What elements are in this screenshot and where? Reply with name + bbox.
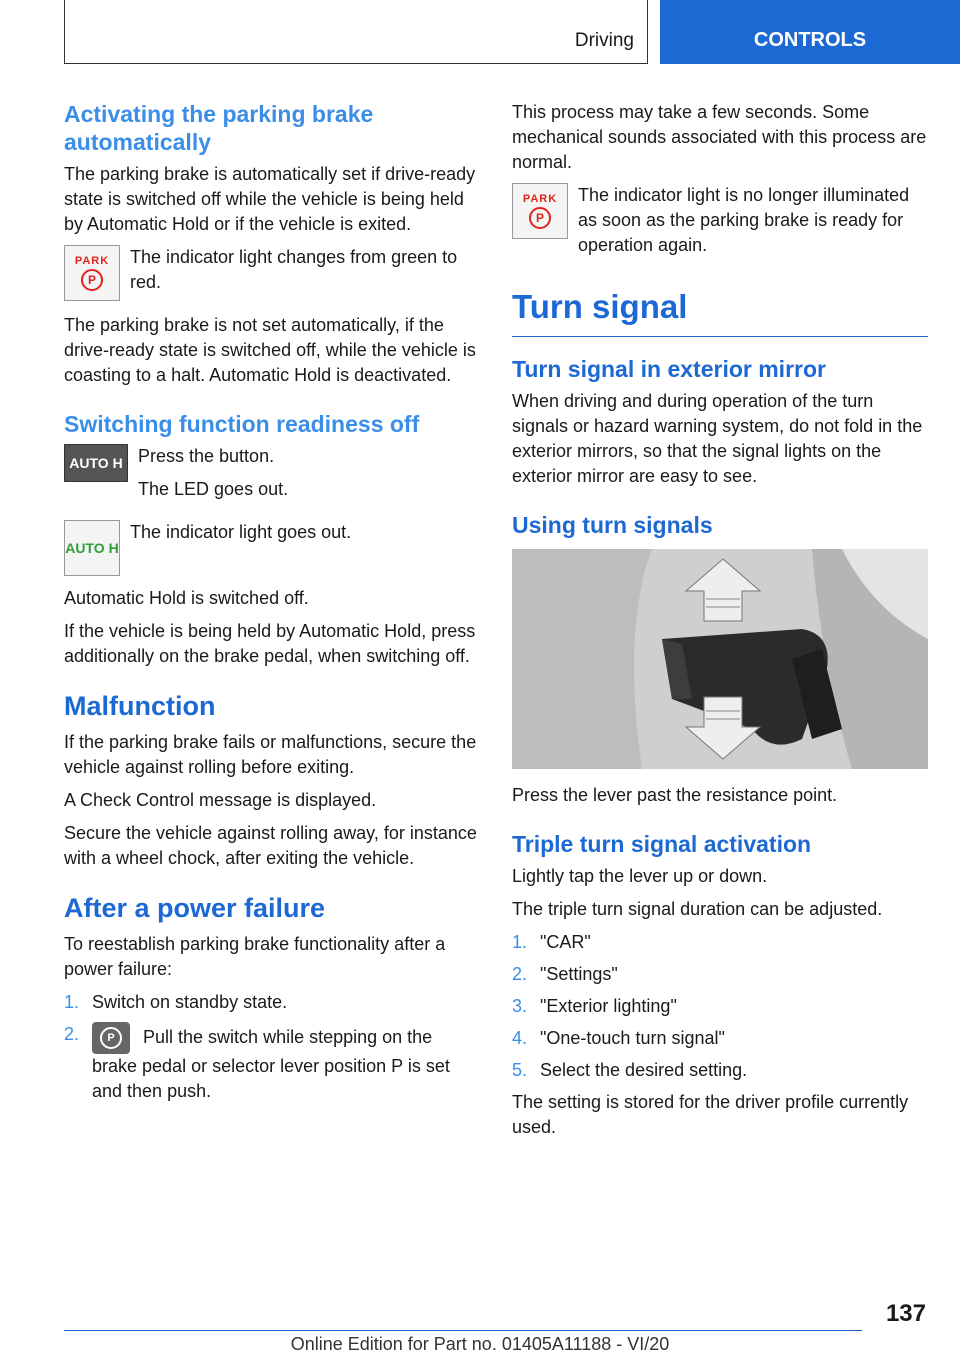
left-column	[64, 100, 480, 1111]
triple-signal-steps-list	[512, 930, 928, 1083]
indicator-row-2	[64, 520, 480, 576]
paragraph-duration: The triple turn signal duration can be adjusted.	[512, 899, 883, 919]
header-tab-frame	[64, 0, 648, 64]
list-item: 2. "Settings"	[512, 962, 928, 987]
park-word: PARK	[74, 255, 110, 267]
footer-divider	[64, 1330, 862, 1331]
step-text: Switch on standby state.	[92, 992, 288, 1012]
list-item: 3. "Exterior lighting"	[512, 994, 928, 1019]
paragraph-malfunction-3: Secure the vehicle against rolling away, for instance with a wheel chock, after exiting the vehicle.	[64, 823, 477, 868]
heading-turn-signal: Turn signal	[512, 288, 928, 337]
auto-hold-button-icon: AUTO H	[64, 444, 128, 482]
indicator-text-3: The indicator light is no longer illuminated as soon as the parking brake is ready for operation again.	[578, 185, 910, 255]
step-number: 2.	[64, 1024, 80, 1044]
paragraph-held: If the vehicle is being held by Automatic Hold, press additionally on the brake pedal, when switching off.	[64, 621, 476, 666]
heading-activate-parking-brake: Activating the parking brake automatically	[64, 101, 374, 155]
indicator-row-1	[64, 245, 480, 303]
header-section-title: Driving	[574, 30, 634, 51]
indicator-text-1: The indicator light changes from green to red.	[130, 247, 458, 292]
indicator-text-2: The indicator light goes out.	[130, 522, 352, 542]
p-circle-icon: P	[529, 207, 551, 229]
paragraph-process: This process may take a few seconds. Some mechanical sounds associated with this process are normal.	[512, 102, 927, 172]
footer-edition: Online Edition for Part no. 01405A11188 - VI/20	[290, 1334, 670, 1354]
step-text: Pull the switch while stepping on the brake pedal or selector lever position P is set and then push.	[92, 1026, 450, 1101]
autoh-button-row	[64, 444, 480, 510]
park-word: PARK	[522, 193, 558, 205]
step-number: 1.	[64, 992, 80, 1012]
list-item: 4. "One-touch turn signal"	[512, 1026, 928, 1051]
list-item	[64, 990, 480, 1015]
step-text: "Exterior lighting"	[540, 996, 677, 1016]
indicator-row-3	[512, 183, 928, 266]
step-text: "CAR"	[540, 932, 591, 952]
p-circle-icon: P	[81, 269, 103, 291]
auto-hold-indicator-icon: AUTO H	[64, 520, 120, 576]
paragraph-not-set: The parking brake is not set automatically, if the drive-ready state is switched off, while the vehicle is coasting to a halt. Automatic Hold is deactivated.	[64, 315, 476, 385]
paragraph-malfunction-2: A Check Control message is displayed.	[64, 790, 377, 810]
heading-switch-off: Switching function readiness off	[64, 411, 420, 437]
page-number: 137	[885, 1300, 926, 1327]
list-item: 5. Select the desired setting.	[512, 1058, 928, 1083]
heading-power-failure: After a power failure	[64, 893, 326, 923]
step-text: "One-touch turn signal"	[540, 1028, 725, 1048]
paragraph-malfunction-1: If the parking brake fails or malfunctions, secure the vehicle against rolling before exiting.	[64, 732, 477, 777]
paragraph-stored: The setting is stored for the driver profile currently used.	[512, 1092, 909, 1137]
step-text: Select the desired setting.	[540, 1060, 748, 1080]
header-chapter-tab[interactable]: CONTROLS	[660, 0, 960, 64]
heading-triple-turn-signal: Triple turn signal activation	[512, 831, 812, 857]
heading-exterior-mirror: Turn signal in exterior mirror	[512, 356, 826, 382]
paragraph-tap: Lightly tap the lever up or down.	[512, 866, 768, 886]
power-steps-list	[64, 990, 480, 1104]
paragraph-mirror: When driving and during operation of the turn signals or hazard warning system, do not fold in the exterior mirrors, so that the signal lights on the exterior mirror are easy to see.	[512, 391, 923, 486]
right-column	[512, 100, 928, 1148]
park-indicator-icon	[64, 245, 120, 301]
step-text: "Settings"	[540, 964, 618, 984]
list-item: 1. "CAR"	[512, 930, 928, 955]
heading-using-turn-signals: Using turn signals	[512, 512, 713, 538]
paragraph-press-lever: Press the lever past the resistance point.	[512, 785, 838, 805]
paragraph-activate: The parking brake is automatically set if drive-ready state is switched off while the vehicle is being held by Automatic Hold or if the vehicle is exited.	[64, 164, 476, 234]
paragraph-switched-off: Automatic Hold is switched off.	[64, 588, 309, 608]
turn-signal-lever-figure	[512, 549, 928, 769]
parking-brake-switch-icon: P	[92, 1022, 130, 1054]
led-out-text: The LED goes out.	[138, 479, 289, 499]
list-item	[64, 1022, 480, 1104]
heading-malfunction: Malfunction	[64, 691, 216, 721]
press-button-text: Press the button.	[138, 446, 275, 466]
paragraph-power: To reestablish parking brake functionality after a power failure:	[64, 934, 446, 979]
park-indicator-icon	[512, 183, 568, 239]
